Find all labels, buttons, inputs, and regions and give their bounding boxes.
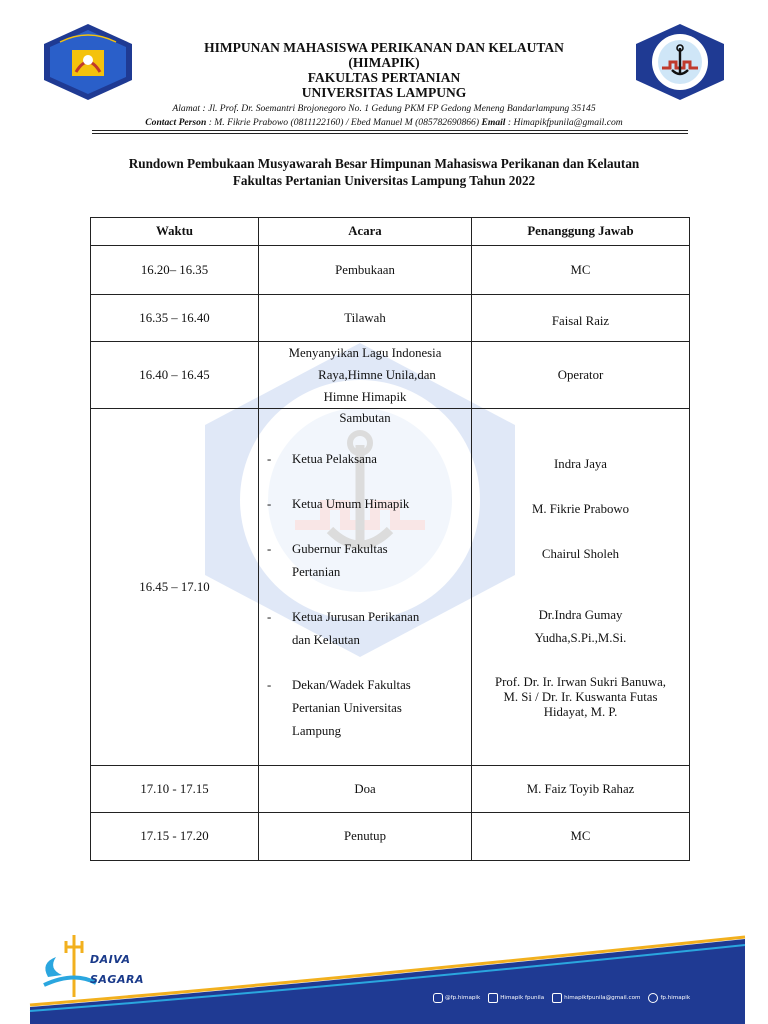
- table-row: [91, 409, 690, 766]
- document-title: [60, 156, 708, 189]
- cell-pj: Operator: [472, 342, 690, 409]
- cell-acara: Penutup: [259, 813, 472, 861]
- acara-line: Menyanyikan Lagu Indonesia: [288, 346, 442, 360]
- header-penanggung-jawab: Penanggung Jawab: [472, 218, 690, 246]
- list-item: - Dekan/Wadek Fakultas Pertanian Universitas Lampung: [267, 678, 411, 738]
- footer-brand: [90, 950, 144, 990]
- list-item: - Ketua Jurusan Perikanan dan Kelautan: [267, 610, 420, 647]
- instagram-icon: [433, 993, 443, 1003]
- social-facebook[interactable]: fp.himapik: [648, 993, 690, 1003]
- email-icon: [552, 993, 562, 1003]
- address-line: Alamat : Jl. Prof. Dr. Soemantri Brojonegoro No. 1 Gedung PKM FP Gedong Meneng Bandarlampung 35145: [172, 103, 596, 114]
- pj-item: Dr.Indra Gumay Yudha,S.Pi.,M.Si.: [534, 608, 627, 645]
- cell-waktu: 17.15 - 17.20: [91, 813, 259, 861]
- cell-acara: Doa: [259, 766, 472, 813]
- acara-line: Himne Himapik: [323, 390, 407, 404]
- facebook-icon: [648, 993, 658, 1003]
- header-rule: [92, 130, 688, 131]
- org-abbreviation: (HIMAPIK): [348, 55, 420, 70]
- org-name: HIMPUNAN MAHASISWA PERIKANAN DAN KELAUTAN: [204, 40, 564, 55]
- list-item: - Ketua Pelaksana: [267, 452, 377, 466]
- social-instagram[interactable]: @fp.himapik: [433, 993, 480, 1003]
- list-item: - Gubernur Fakultas Pertanian: [267, 542, 388, 579]
- cell-waktu: 16.45 – 17.10: [91, 409, 259, 766]
- table-row: [91, 766, 690, 813]
- universitas-lampung-logo: [40, 22, 136, 102]
- title-line-1: Rundown Pembukaan Musyawarah Besar Himpunan Mahasiswa Perikanan dan Kelautan: [128, 156, 640, 171]
- social-youtube[interactable]: Himapik fpunila: [488, 993, 544, 1003]
- speaker-list: [259, 448, 471, 743]
- contact-label: Contact Person: [145, 117, 207, 128]
- cell-pj: Faisal Raiz: [472, 295, 690, 342]
- footer-socials: [433, 990, 743, 1006]
- contact-text: : M. Fikrie Prabowo (0811122160) / Ebed Manuel M (085782690866): [206, 117, 482, 128]
- cell-pj: M. Faiz Toyib Rahaz: [472, 766, 690, 813]
- email-label: Email: [481, 117, 506, 128]
- cell-acara: Pembukaan: [259, 246, 472, 295]
- social-email[interactable]: himapikfpunila@gmail.com: [552, 993, 640, 1003]
- cell-waktu: 16.20– 16.35: [91, 246, 259, 295]
- table-row: [91, 342, 690, 409]
- table-row: [91, 813, 690, 861]
- brand-line-2: SAGARA: [90, 973, 144, 986]
- brand-line-1: DAIVA: [90, 953, 131, 966]
- acara-line: Raya,Himne Unila,dan: [318, 368, 436, 382]
- pj-item: Chairul Sholeh: [541, 547, 620, 561]
- title-line-2: Fakultas Pertanian Universitas Lampung Tahun 2022: [232, 172, 536, 188]
- table-row: [91, 295, 690, 342]
- university-name: UNIVERSITAS LAMPUNG: [301, 85, 467, 100]
- pj-item: M. Fikrie Prabowo: [531, 502, 630, 516]
- email-text: : Himapikfpunila@gmail.com: [505, 117, 623, 128]
- youtube-icon: [488, 993, 498, 1003]
- cell-pj: [472, 409, 690, 766]
- cell-acara: Tilawah: [259, 295, 472, 342]
- faculty-name: FAKULTAS PERTANIAN: [307, 70, 461, 85]
- cell-pj: MC: [472, 246, 690, 295]
- cell-acara: [259, 409, 472, 766]
- pj-item: Prof. Dr. Ir. Irwan Sukri Banuwa, M. Si / Dr. Ir. Kuswanta Futas Hidayat, M. P.: [495, 675, 666, 719]
- pj-item: Indra Jaya: [554, 457, 607, 471]
- table-row: [91, 246, 690, 295]
- contact-line: [60, 117, 708, 129]
- rundown-table: [90, 217, 690, 861]
- cell-acara: [259, 342, 472, 409]
- header-waktu: Waktu: [91, 218, 259, 246]
- pj-list: [472, 409, 689, 720]
- table-header-row: [91, 218, 690, 246]
- header-acara: Acara: [259, 218, 472, 246]
- himapik-logo: [632, 22, 728, 102]
- cell-pj: MC: [472, 813, 690, 861]
- header-rule-thin: [92, 133, 688, 134]
- acara-heading: Sambutan: [339, 411, 391, 425]
- cell-waktu: 16.40 – 16.45: [91, 342, 259, 409]
- list-item: - Ketua Umum Himapik: [267, 497, 410, 511]
- cell-waktu: 16.35 – 16.40: [91, 295, 259, 342]
- cell-waktu: 17.10 - 17.15: [91, 766, 259, 813]
